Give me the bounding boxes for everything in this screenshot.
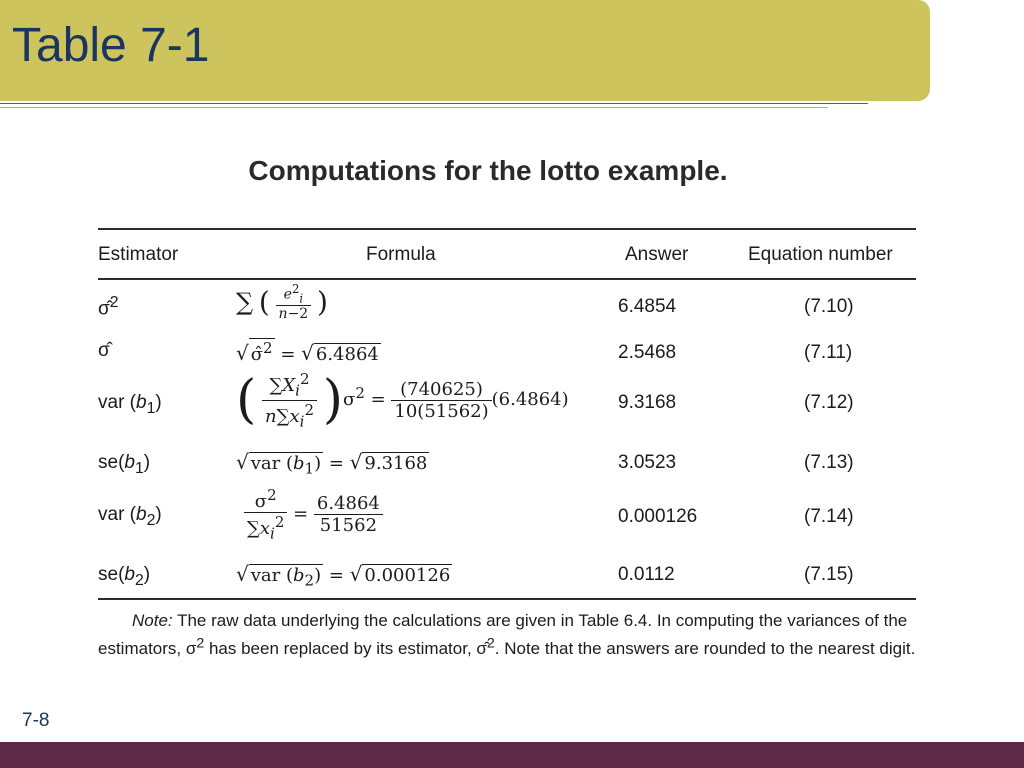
row6-equation: (7.15) [804,564,854,585]
page-number: 7-8 [22,710,50,731]
row4-estimator: $se(b_1)$ [98,452,151,477]
header-answer: Answer [625,244,689,265]
table-top-rule [98,228,916,230]
row2-equation: (7.11) [804,342,853,363]
row3-formula: ( $\frac{\sum X_i^2}{n\sum x_i^2}$ )$\sigma^2$ = $\frac{(740625)}{10(51562)}$ (6.4864) [236,370,569,431]
note-text: The raw data underlying the calculations are given in Table 6.4. In computing the variances of the estimators, $\sigma^2$ has been replaced by its estimator, σ̂$^2$. Note that the answers are rounded to the nearest digit. [98,611,916,658]
table-header-rule [98,278,916,280]
row5-formula: $\frac{\sigma^2}{\sum x_i^2}$ = $\frac{6.4864}{51562}$ [244,486,383,543]
row5-equation: (7.14) [804,506,854,527]
row4-formula: √ var $(b_1)$ = √ 9.3168 [236,450,428,478]
row5-estimator: var $(b_2)$ [98,504,162,529]
row5-answer: 0.000126 [618,506,698,527]
row4-equation: (7.13) [804,452,854,473]
row1-estimator: σ̂$^2$ [98,294,119,320]
row3-equation: (7.12) [804,392,854,413]
header-estimator: Estimator [98,244,179,265]
slide-subtitle: Computations for the lotto example. [248,155,728,186]
row2-formula: √ σ̂$^2$ = √ 6.4864 [236,339,379,365]
header-formula: Formula [366,244,436,265]
footer-bar [0,742,1024,768]
title-divider [0,103,868,104]
row3-estimator: var $(b_1)$ [98,392,162,417]
row6-answer: 0.0112 [618,564,675,585]
row3-answer: 9.3168 [618,392,677,413]
row6-formula: √ var $(b_2)$ = √ 0.000126 [236,562,451,590]
row2-answer: 2.5468 [618,342,677,363]
row1-equation: (7.10) [804,296,854,317]
computations-table [92,224,928,682]
row4-answer: 3.0523 [618,452,677,473]
row6-estimator: $se(b_2)$ [98,564,151,589]
slide-title: Table 7-1 [12,19,210,72]
row1-answer: 6.4854 [618,296,677,317]
header-equation: Equation number [748,244,893,265]
row1-formula: ∑ ( $\frac{e^2_i}{n-2}$ ) [236,282,328,323]
table-bottom-rule [98,598,916,600]
note-label: Note: [132,611,173,630]
table-note [98,610,918,660]
title-divider-light [0,107,828,108]
row2-estimator: σ̂ [98,340,110,361]
